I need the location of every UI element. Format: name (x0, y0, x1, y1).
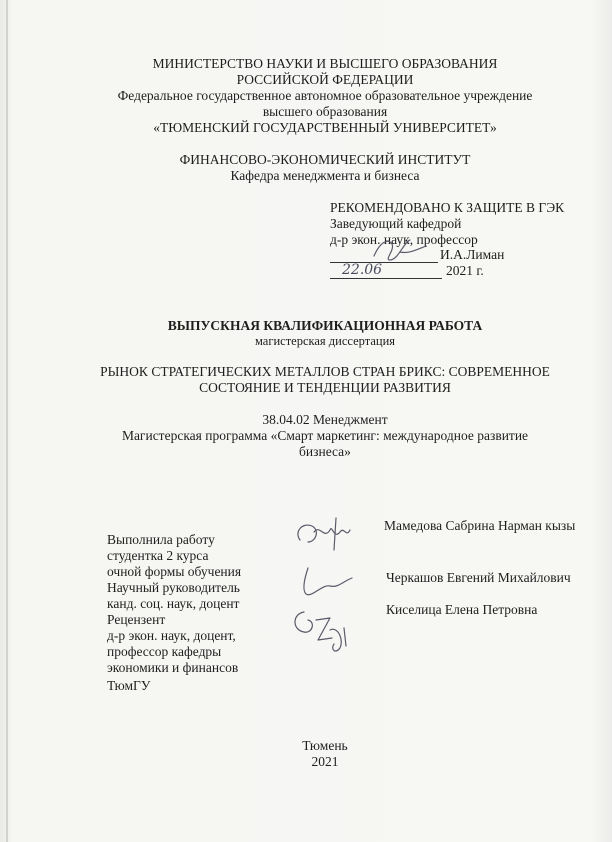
student-signature (290, 510, 360, 556)
thesis-title-line-2: СОСТОЯНИЕ И ТЕНДЕНЦИИ РАЗВИТИЯ (199, 380, 451, 395)
ministry-line-2: РОССИЙСКОЙ ФЕДЕРАЦИИ (236, 72, 414, 87)
program-line-2: бизнеса» (299, 444, 351, 459)
head-signature (370, 234, 430, 264)
role-line-3: очной формы обучения (107, 564, 242, 579)
role-line-5: канд. соц. наук, доцент (107, 596, 240, 611)
department-name: Кафедра менеджмента и бизнеса (230, 168, 420, 183)
program-line-1: Магистерская программа «Смарт маркетинг: международное развитие (121, 428, 529, 443)
approval-name: И.А.Лиман (440, 247, 505, 262)
role-line-2: студентка 2 курса (107, 548, 209, 563)
role-line-7: д-р экон. наук, доцент, (107, 628, 236, 643)
reviewer-name: Киселица Елена Петровна (386, 602, 538, 617)
work-subtype: магистерская диссертация (254, 334, 396, 348)
specialty-code: 38.04.02 Менеджмент (262, 412, 388, 427)
role-line-1: Выполнила работу (107, 532, 215, 547)
education-level-line: высшего образования (262, 104, 388, 119)
ministry-line-1: МИНИСТЕРСТВО НАУКИ И ВЫСШЕГО ОБРАЗОВАНИЯ (152, 56, 498, 71)
page-fold-shadow (6, 0, 8, 842)
role-line-4: Научный руководитель (107, 580, 240, 595)
institute-name: ФИНАНСОВО-ЭКОНОМИЧЕСКИЙ ИНСТИТУТ (179, 152, 471, 167)
approval-degree: д-р экон. наук, профессор (330, 232, 478, 247)
approval-role: Заведующий кафедрой (330, 216, 462, 231)
date-line (330, 278, 442, 279)
approval-title: РЕКОМЕНДОВАНО К ЗАЩИТЕ В ГЭК (330, 200, 565, 215)
thesis-title-line-1: РЫНОК СТРАТЕГИЧЕСКИХ МЕТАЛЛОВ СТРАН БРИКС: СОВРЕМЕННОЕ (100, 364, 550, 379)
university-name: «ТЮМЕНСКИЙ ГОСУДАРСТВЕННЫЙ УНИВЕРСИТЕТ» (153, 120, 497, 135)
year: 2021 (311, 754, 339, 769)
institution-type-line: Федеральное государственное автономное образовательное учреждение (117, 88, 533, 103)
supervisor-name: Черкашов Евгений Михайлович (386, 570, 571, 585)
reviewer-signature (286, 600, 366, 660)
student-name: Мамедова Сабрина Нарман кызы (384, 518, 576, 533)
city: Тюмень (302, 738, 348, 753)
supervisor-signature (296, 562, 356, 602)
role-line-8: профессор кафедры (107, 644, 222, 659)
role-line-6: Рецензент (107, 612, 166, 627)
approval-year: 2021 г. (446, 263, 484, 278)
role-line-9: экономики и финансов (107, 660, 239, 675)
handwritten-date: 22.06 (342, 262, 383, 278)
work-type: ВЫПУСКНАЯ КВАЛИФИКАЦИОННАЯ РАБОТА (167, 318, 483, 333)
role-line-10: ТюмГУ (107, 678, 151, 693)
